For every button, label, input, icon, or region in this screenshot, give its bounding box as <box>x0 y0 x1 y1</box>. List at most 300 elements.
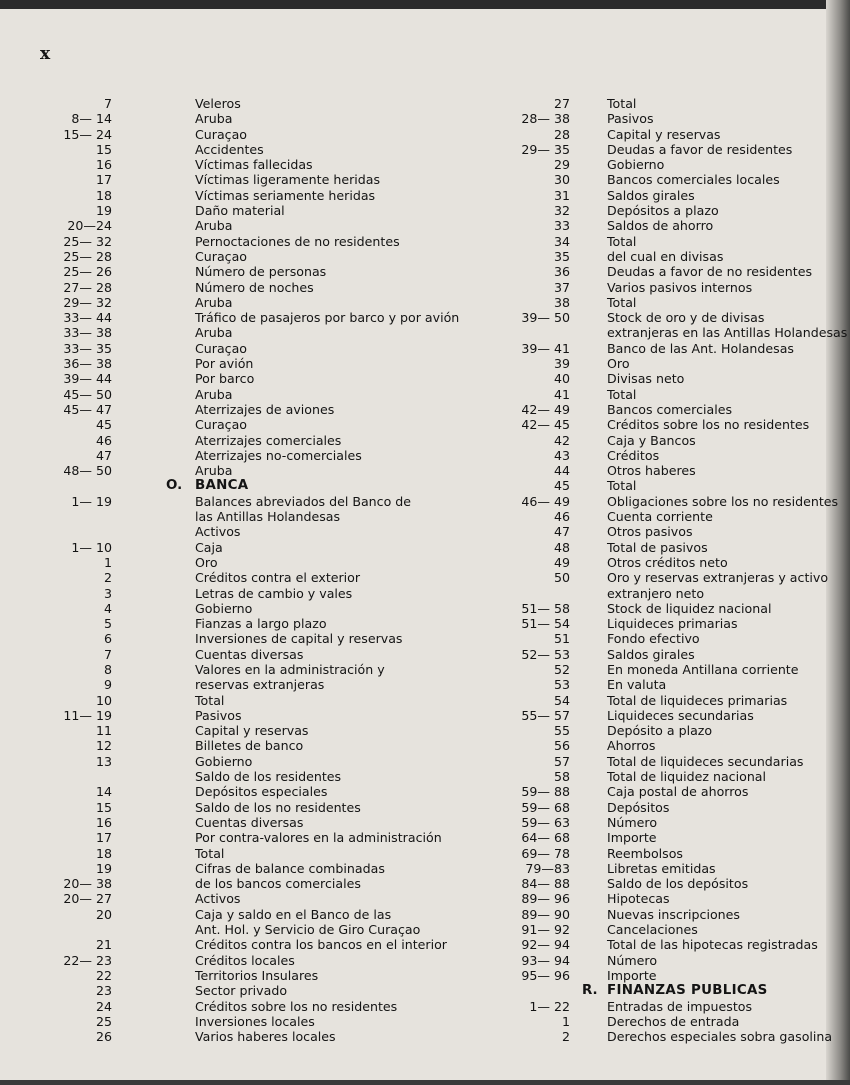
table-reference-number: 51 <box>553 631 570 647</box>
entry-label: Créditos locales <box>195 952 295 968</box>
index-entry <box>472 433 824 448</box>
table-reference-number: 93— 94 <box>521 952 570 968</box>
table-reference-number: 17 <box>95 830 112 846</box>
entry-label: Total <box>607 294 637 310</box>
entry-label: Créditos contra el exterior <box>195 570 361 586</box>
entry-label: Libretas emitidas <box>607 860 716 876</box>
entry-label: Varios haberes locales <box>195 1029 336 1045</box>
entry-label: reservas extranjeras <box>195 677 325 693</box>
table-reference-number: 39— 44 <box>63 371 112 387</box>
table-reference-number: 41 <box>553 386 570 402</box>
index-entry <box>30 417 460 432</box>
table-reference-number: 36— 38 <box>63 356 112 372</box>
entry-label: Número de noches <box>195 279 314 295</box>
entry-label: Stock de liquidez nacional <box>607 600 772 616</box>
entry-label: Víctimas fallecidas <box>195 157 313 173</box>
table-reference-number: 89— 90 <box>521 906 570 922</box>
table-reference-number: 69— 78 <box>521 845 570 861</box>
table-reference-number: 29— 32 <box>63 294 112 310</box>
table-reference-number: 18 <box>95 187 112 203</box>
entry-label: Curaçao <box>195 126 248 142</box>
table-reference-number: 16 <box>95 157 112 173</box>
entry-label: Total de liquideces secundarias <box>607 753 804 769</box>
table-reference-number: 39— 41 <box>521 340 570 356</box>
entry-label: Hipotecas <box>607 891 670 907</box>
index-entry <box>30 662 460 677</box>
table-reference-number: 12 <box>95 738 112 754</box>
index-entry <box>30 616 460 631</box>
index-entry <box>472 341 824 356</box>
index-entry <box>30 754 460 769</box>
entry-label: Importe <box>607 830 657 846</box>
entry-label: Número de personas <box>195 264 327 280</box>
table-reference-number: 25— 26 <box>63 264 112 280</box>
index-entry <box>472 188 824 203</box>
index-entry <box>30 601 460 616</box>
entry-label: Territorios Insulares <box>195 967 319 983</box>
entry-label: Varios pasivos internos <box>607 279 753 295</box>
index-entry <box>472 784 824 799</box>
index-entry <box>30 280 460 295</box>
entry-label: Créditos sobre los no residentes <box>607 417 810 433</box>
index-entry <box>472 999 824 1014</box>
index-entry <box>472 387 824 402</box>
table-reference-number: 33— 38 <box>63 325 112 341</box>
table-reference-number: 45 <box>553 478 570 494</box>
entry-label: Total <box>195 692 225 708</box>
table-reference-number: 55— 57 <box>521 707 570 723</box>
index-entry <box>472 234 824 249</box>
entry-label: Depósitos especiales <box>195 784 328 800</box>
table-reference-number: 1— 10 <box>71 539 112 555</box>
entry-label: Billetes de banco <box>195 738 304 754</box>
table-reference-number: 58 <box>553 769 570 785</box>
entry-label: Obligaciones sobre los no residentes <box>607 493 839 509</box>
table-reference-number: 28— 38 <box>521 111 570 127</box>
table-reference-number: 35 <box>553 248 570 264</box>
table-reference-number: 2 <box>561 1029 570 1045</box>
index-entry <box>30 922 460 937</box>
entry-label: Créditos <box>607 447 660 463</box>
table-reference-number: 51— 58 <box>521 600 570 616</box>
table-reference-number: 47 <box>95 447 112 463</box>
entry-label: Deudas a favor de no residentes <box>607 264 813 280</box>
table-reference-number: 26 <box>95 1029 112 1045</box>
entry-label: del cual en divisas <box>607 248 724 264</box>
index-entry <box>472 846 824 861</box>
index-entry <box>472 463 824 478</box>
index-entry <box>472 723 824 738</box>
entry-label: Total de las hipotecas registradas <box>607 937 818 953</box>
index-entry <box>472 677 824 692</box>
index-entry <box>30 325 460 340</box>
table-reference-number: 54 <box>553 692 570 708</box>
entry-label: Stock de oro y de divisas <box>607 310 765 326</box>
entry-label: Ahorros <box>607 738 656 754</box>
table-reference-number: 14 <box>95 784 112 800</box>
table-reference-number: 28 <box>553 126 570 142</box>
index-entry <box>30 188 460 203</box>
index-entry <box>30 218 460 233</box>
index-entry <box>30 494 460 509</box>
table-reference-number: 8 <box>103 661 112 677</box>
table-reference-number: 64— 68 <box>521 830 570 846</box>
index-entry <box>30 356 460 371</box>
table-reference-number: 15 <box>95 141 112 157</box>
index-entry <box>472 907 824 922</box>
index-entry <box>30 784 460 799</box>
table-reference-number: 27— 28 <box>63 279 112 295</box>
index-entry <box>30 953 460 968</box>
index-entry <box>472 172 824 187</box>
entry-label: Ant. Hol. y Servicio de Giro Curaçao <box>195 922 421 938</box>
entry-label: Derechos de entrada <box>607 1013 740 1029</box>
index-entry <box>30 96 460 111</box>
table-reference-number: 56 <box>553 738 570 754</box>
index-entry <box>472 861 824 876</box>
index-entry <box>472 1014 824 1029</box>
entry-label: Cuenta corriente <box>607 509 713 525</box>
entry-label: Derechos especiales sobra gasolina <box>607 1029 833 1045</box>
entry-label: Gobierno <box>607 157 665 173</box>
index-entry <box>472 937 824 952</box>
table-reference-number: 4 <box>103 600 112 616</box>
entry-label: Inversiones locales <box>195 1013 315 1029</box>
table-reference-number: 25 <box>95 1013 112 1029</box>
index-entry <box>472 616 824 631</box>
table-reference-number: 33— 44 <box>63 310 112 326</box>
table-reference-number: 25— 32 <box>63 233 112 249</box>
table-reference-number: 15— 24 <box>63 126 112 142</box>
table-reference-number: 45— 50 <box>63 386 112 402</box>
table-reference-number: 25— 28 <box>63 248 112 264</box>
entry-label: Saldo de los residentes <box>195 769 342 785</box>
entry-label: Veleros <box>195 96 241 111</box>
index-entry <box>472 509 824 524</box>
index-entry <box>30 631 460 646</box>
table-reference-number: 17 <box>95 172 112 188</box>
index-entry <box>30 815 460 830</box>
table-reference-number: 19 <box>95 203 112 219</box>
entry-label: Caja y saldo en el Banco de las <box>195 906 392 922</box>
entry-label: Gobierno <box>195 753 253 769</box>
entry-label: Caja <box>195 539 223 555</box>
index-entry <box>472 601 824 616</box>
table-reference-number: 45 <box>95 417 112 433</box>
entry-label: Aruba <box>195 325 233 341</box>
index-entry <box>472 493 839 509</box>
entry-label: Total <box>607 96 637 111</box>
index-entry <box>30 203 460 218</box>
entry-label: Total de pasivos <box>607 539 708 555</box>
index-entry <box>472 264 824 279</box>
table-reference-number: 20— 38 <box>63 876 112 892</box>
entry-label: extranjero neto <box>607 585 705 601</box>
table-reference-number: 39 <box>553 356 570 372</box>
table-reference-number: 92— 94 <box>521 937 570 953</box>
index-entry <box>30 1029 460 1044</box>
entry-label: Activos <box>195 524 241 540</box>
table-reference-number: 59— 88 <box>521 784 570 800</box>
index-entry <box>30 387 460 402</box>
index-entry <box>30 172 460 187</box>
entry-label: Víctimas ligeramente heridas <box>195 172 381 188</box>
index-entry <box>30 907 460 922</box>
index-entry <box>472 968 824 983</box>
table-reference-number: 36 <box>553 264 570 280</box>
entry-label: Divisas neto <box>607 371 685 387</box>
table-reference-number: 29 <box>553 157 570 173</box>
index-entry <box>30 402 460 417</box>
entry-label: Aruba <box>195 386 233 402</box>
entry-label: Otros haberes <box>607 463 696 479</box>
index-entry <box>30 249 460 264</box>
scan-page-gutter <box>826 0 850 1085</box>
entry-label: Saldo de los depósitos <box>607 876 749 892</box>
scan-bottom-border <box>0 1080 850 1085</box>
table-reference-number: 16 <box>95 814 112 830</box>
entry-label: Total <box>607 478 637 494</box>
entry-label: Depósitos <box>607 799 670 815</box>
entry-label: Otros créditos neto <box>607 554 728 570</box>
section-heading <box>472 983 824 998</box>
entry-label: Bancos comerciales locales <box>607 172 780 188</box>
entry-label: Balances abreviados del Banco de <box>195 493 412 509</box>
index-entry <box>472 356 824 371</box>
table-reference-number: 31 <box>553 187 570 203</box>
entry-label: Aruba <box>195 294 233 310</box>
table-reference-number: 49 <box>553 554 570 570</box>
index-entry <box>472 647 824 662</box>
entry-label: Activos <box>195 891 241 907</box>
entry-label: Por avión <box>195 356 254 372</box>
entry-label: Liquideces primarias <box>607 616 738 632</box>
index-entry <box>472 708 824 723</box>
index-entry <box>30 999 460 1014</box>
entry-label: Total <box>607 233 637 249</box>
entry-label: Tráfico de pasajeros por barco y por avión <box>195 310 460 326</box>
table-reference-number: 46 <box>553 509 570 525</box>
index-entry <box>472 448 824 463</box>
index-entry <box>472 402 824 417</box>
entry-label: Letras de cambio y vales <box>195 585 353 601</box>
entry-label: Saldos girales <box>607 646 695 662</box>
table-reference-number: 39— 50 <box>521 310 570 326</box>
table-reference-number: 2 <box>103 570 112 586</box>
table-reference-number: 46— 49 <box>521 493 570 509</box>
table-reference-number: 1 <box>103 554 112 570</box>
table-reference-number: 40 <box>553 371 570 387</box>
index-entry <box>30 142 460 157</box>
table-reference-number: 45— 47 <box>63 401 112 417</box>
section-title: FINANZAS PUBLICAS <box>607 983 768 999</box>
index-entry <box>472 662 824 677</box>
table-reference-number: 42 <box>553 432 570 448</box>
entry-label: Total de liquidez nacional <box>607 769 767 785</box>
table-reference-number: 95— 96 <box>521 967 570 983</box>
table-reference-number: 89— 96 <box>521 891 570 907</box>
table-reference-number: 18 <box>95 845 112 861</box>
index-entry <box>30 540 460 555</box>
table-reference-number: 20— 27 <box>63 891 112 907</box>
table-reference-number: 10 <box>95 692 112 708</box>
index-entry <box>472 127 824 142</box>
entry-label: Depósitos a plazo <box>607 203 719 219</box>
index-entry <box>472 96 824 111</box>
entry-label: Caja y Bancos <box>607 432 696 448</box>
index-entry <box>30 524 460 539</box>
index-entry <box>30 570 460 585</box>
table-reference-number: 8— 14 <box>71 111 112 127</box>
entry-label: Cancelaciones <box>607 922 698 938</box>
table-reference-number: 59— 68 <box>521 799 570 815</box>
table-reference-number: 46 <box>95 432 112 448</box>
index-entry <box>472 891 824 906</box>
entry-label: Saldos de ahorro <box>607 218 714 234</box>
entry-label: En valuta <box>607 677 667 693</box>
index-entry <box>30 983 460 998</box>
index-entry <box>472 249 824 264</box>
index-entry <box>472 280 824 295</box>
entry-label: Cifras de balance combinadas <box>195 860 385 876</box>
index-entry <box>472 815 824 830</box>
index-entry <box>472 203 824 218</box>
index-entry <box>30 800 460 815</box>
table-reference-number: 27 <box>553 96 570 111</box>
entry-label: Sector privado <box>195 983 288 999</box>
index-entry <box>30 157 460 172</box>
entry-label: Total <box>607 386 637 402</box>
entry-label: Curaçao <box>195 248 248 264</box>
index-entry <box>472 417 824 432</box>
table-reference-number: 7 <box>103 646 112 662</box>
entry-label: Bancos comerciales <box>607 401 733 417</box>
entry-label: Cuentas diversas <box>195 646 304 662</box>
entry-label: Valores en la administración y <box>195 661 385 677</box>
index-entry <box>472 922 824 937</box>
entry-label: Por barco <box>195 371 255 387</box>
entry-label: Fondo efectivo <box>607 631 700 647</box>
entry-label: Curaçao <box>195 417 248 433</box>
entry-label: Entradas de impuestos <box>607 998 753 1014</box>
table-reference-number: 30 <box>553 172 570 188</box>
section-heading <box>30 478 460 493</box>
entry-label: Total <box>195 845 225 861</box>
index-entry <box>30 861 460 876</box>
index-entry <box>472 769 824 784</box>
table-reference-number: 1— 22 <box>529 998 570 1014</box>
entry-label: Cuentas diversas <box>195 814 304 830</box>
table-reference-number: 52— 53 <box>521 646 570 662</box>
section-letter: O. <box>166 478 183 494</box>
table-reference-number: 15 <box>95 799 112 815</box>
index-entry <box>30 234 460 249</box>
index-entry <box>472 570 829 586</box>
entry-label: Créditos sobre los no residentes <box>195 998 398 1014</box>
entry-label: extranjeras en las Antillas Holandesas <box>607 325 848 341</box>
table-reference-number: 48— 50 <box>63 463 112 479</box>
table-reference-number: 57 <box>553 753 570 769</box>
table-reference-number: 3 <box>103 585 112 601</box>
entry-label: Aterrizajes de aviones <box>195 401 335 417</box>
table-reference-number: 20—24 <box>67 218 112 234</box>
table-reference-number: 5 <box>103 616 112 632</box>
entry-label: Aterrizajes comerciales <box>195 432 342 448</box>
entry-label: de los bancos comerciales <box>195 876 361 892</box>
table-reference-number: 24 <box>95 998 112 1014</box>
entry-label: Créditos contra los bancos en el interior <box>195 937 447 953</box>
table-reference-number: 23 <box>95 983 112 999</box>
index-entry <box>30 127 460 142</box>
entry-label: Aterrizajes no-comerciales <box>195 447 362 463</box>
entry-label: Pasivos <box>607 111 654 127</box>
entry-label: Importe <box>607 967 657 983</box>
index-entry <box>472 830 824 845</box>
entry-label: Oro <box>195 554 218 570</box>
entry-label: Víctimas seriamente heridas <box>195 187 376 203</box>
table-reference-number: 55 <box>553 723 570 739</box>
entry-label: Otros pasivos <box>607 524 693 540</box>
index-entry <box>30 371 460 386</box>
entry-label: Por contra-valores en la administración <box>195 830 442 846</box>
index-entry <box>472 586 824 601</box>
entry-label: Reembolsos <box>607 845 683 861</box>
index-entry <box>472 524 824 539</box>
index-entry <box>472 478 824 493</box>
entry-label: Nuevas inscripciones <box>607 906 740 922</box>
index-entry <box>30 448 460 463</box>
entry-label: Total de liquideces primarias <box>607 692 788 708</box>
table-reference-number: 11 <box>95 723 112 739</box>
index-entry <box>30 769 460 784</box>
table-reference-number: 42— 45 <box>521 417 570 433</box>
table-reference-number: 79—83 <box>525 860 570 876</box>
index-entry <box>30 846 460 861</box>
entry-label: En moneda Antillana corriente <box>607 661 799 677</box>
table-reference-number: 50 <box>553 570 570 586</box>
entry-label: Número <box>607 952 658 968</box>
table-reference-number: 19 <box>95 860 112 876</box>
entry-label: Oro y reservas extranjeras y activo <box>607 570 829 586</box>
index-entry <box>30 738 460 753</box>
table-reference-number: 9 <box>103 677 112 693</box>
entry-label: Depósito a plazo <box>607 723 713 739</box>
entry-label: Número <box>607 814 658 830</box>
index-entry <box>30 509 460 524</box>
section-letter: R. <box>582 983 598 999</box>
index-entry <box>30 693 460 708</box>
index-entry <box>472 142 824 157</box>
table-reference-number: 43 <box>553 447 570 463</box>
index-entry <box>472 371 824 386</box>
index-entry <box>30 708 460 723</box>
entry-label: Banco de las Ant. Holandesas <box>607 340 794 356</box>
index-entry <box>30 1014 460 1029</box>
table-reference-number: 1 <box>561 1013 570 1029</box>
entry-label: Pernoctaciones de no residentes <box>195 233 400 249</box>
index-entry <box>30 555 460 570</box>
table-reference-number: 29— 35 <box>521 141 570 157</box>
entry-label: Accidentes <box>195 141 264 157</box>
table-reference-number: 22 <box>95 967 112 983</box>
entry-label: Gobierno <box>195 600 253 616</box>
entry-label: Capital y reservas <box>195 723 309 739</box>
entry-label: Saldo de los no residentes <box>195 799 361 815</box>
entry-label: Liquideces secundarias <box>607 707 754 723</box>
index-entry <box>472 111 824 126</box>
entry-label: Caja postal de ahorros <box>607 784 749 800</box>
index-entry <box>30 677 460 692</box>
